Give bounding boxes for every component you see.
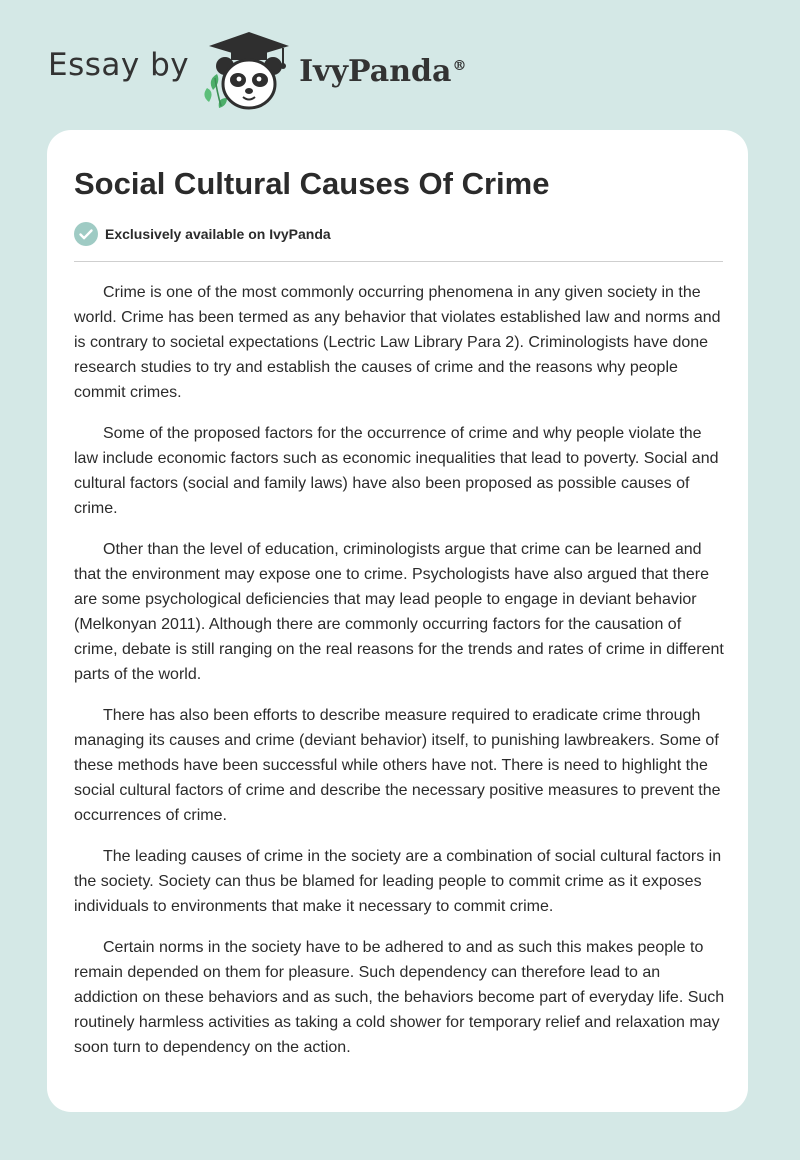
page-title: Social Cultural Causes Of Crime <box>74 166 550 201</box>
divider <box>74 261 723 262</box>
paragraph: The leading causes of crime in the society are a combination of social cultural factors in the society. Society can thus be blamed for leading people to commit crime as it exposes individuals to environments that make it necessary to commit crime. <box>74 848 722 915</box>
registered-mark: ® <box>452 57 467 74</box>
brand-name[interactable]: IvyPanda® <box>299 53 467 89</box>
site-header <box>48 28 466 112</box>
paragraph: Crime is one of the most commonly occurring phenomena in any given society in the world. Crime has been termed as any behavior that violates established law and norms and is contrary to societal expectations (Lectric Law Library Para 2). Criminologists have done research studies to try and establish the causes of crime and the reasons why people commit crimes. <box>74 284 721 401</box>
check-circle-icon <box>74 222 98 246</box>
panda-graduate-icon[interactable] <box>203 28 295 112</box>
paragraph: Other than the level of education, criminologists argue that crime can be learned and that the environment may expose one to crime. Psychologists have also argued that there are some psychological deficiencies that may lead people to engage in deviant behavior (Melkonyan 2011). Although there are commonly occurring factors for the causation of crime, debate is still ranging on the real reasons for the trends and rates of crime in different parts of the world. <box>74 541 724 683</box>
essay-card <box>47 130 748 1112</box>
essay-by-label: Essay by <box>48 47 190 83</box>
paragraph: Some of the proposed factors for the occurrence of crime and why people violate the law include economic factors such as economic inequalities that lead to poverty. Social and cultural factors (social and family laws) have also been proposed as possible causes of crime. <box>74 425 719 517</box>
paragraph: Certain norms in the society have to be adhered to and as such this makes people to remain depended on them for pleasure. Such dependency can therefore lead to an addiction on these behaviors and as such, the behaviors become part of everyday life. Such routinely harmless activities as taking a cold shower for temporary relief and relaxation may soon turn to dependency on the action. <box>74 939 725 1056</box>
paragraph: There has also been efforts to describe measure required to eradicate crime through managing its causes and crime (deviant behavior) itself, to punishing lawbreakers. Some of these methods have been successful while others have not. There is need to highlight the social cultural factors of crime and describe the necessary positive measures to prevent the occurrences of crime. <box>74 707 721 824</box>
essay-body <box>74 280 726 1076</box>
availability-badge <box>74 222 331 246</box>
availability-text: Exclusively available on IvyPanda <box>105 226 331 242</box>
